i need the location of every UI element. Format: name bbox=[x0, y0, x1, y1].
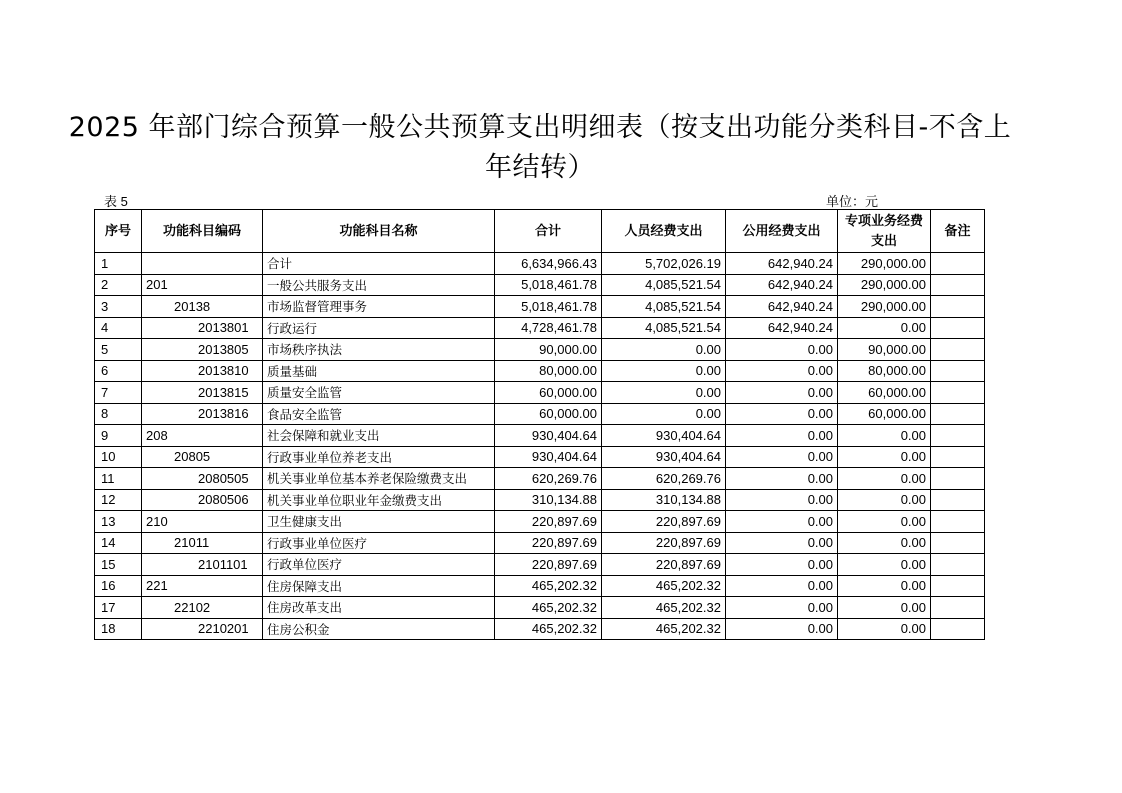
cell-public: 0.00 bbox=[726, 446, 838, 468]
table-row bbox=[95, 446, 985, 468]
cell-personnel: 465,202.32 bbox=[602, 618, 726, 640]
cell-personnel: 620,269.76 bbox=[602, 468, 726, 490]
cell-name: 机关事业单位基本养老保险缴费支出 bbox=[263, 468, 495, 490]
cell-name: 社会保障和就业支出 bbox=[263, 425, 495, 447]
cell-total: 465,202.32 bbox=[495, 575, 602, 597]
cell-special: 0.00 bbox=[838, 532, 931, 554]
cell-code bbox=[142, 253, 263, 275]
cell-personnel: 4,085,521.54 bbox=[602, 317, 726, 339]
cell-name: 行政事业单位医疗 bbox=[263, 532, 495, 554]
cell-code: 20805 bbox=[142, 446, 263, 468]
cell-code: 2013815 bbox=[142, 382, 263, 404]
cell-code: 2013816 bbox=[142, 403, 263, 425]
cell-seq: 2 bbox=[95, 274, 142, 296]
header-special: 专项业务经费支出 bbox=[838, 210, 931, 253]
table-row bbox=[95, 253, 985, 275]
cell-public: 0.00 bbox=[726, 532, 838, 554]
cell-special: 60,000.00 bbox=[838, 382, 931, 404]
table-row bbox=[95, 425, 985, 447]
cell-special: 290,000.00 bbox=[838, 296, 931, 318]
header-total: 合计 bbox=[495, 210, 602, 253]
cell-special: 0.00 bbox=[838, 554, 931, 576]
cell-seq: 7 bbox=[95, 382, 142, 404]
cell-code: 21011 bbox=[142, 532, 263, 554]
cell-remarks bbox=[931, 253, 985, 275]
cell-code: 221 bbox=[142, 575, 263, 597]
cell-seq: 12 bbox=[95, 489, 142, 511]
cell-name: 质量基础 bbox=[263, 360, 495, 382]
cell-name: 市场监督管理事务 bbox=[263, 296, 495, 318]
cell-public: 642,940.24 bbox=[726, 317, 838, 339]
cell-remarks bbox=[931, 532, 985, 554]
cell-public: 0.00 bbox=[726, 468, 838, 490]
cell-public: 0.00 bbox=[726, 360, 838, 382]
cell-public: 642,940.24 bbox=[726, 296, 838, 318]
cell-seq: 10 bbox=[95, 446, 142, 468]
cell-special: 290,000.00 bbox=[838, 253, 931, 275]
cell-name: 住房改革支出 bbox=[263, 597, 495, 619]
cell-total: 620,269.76 bbox=[495, 468, 602, 490]
cell-personnel: 465,202.32 bbox=[602, 597, 726, 619]
cell-code: 2013810 bbox=[142, 360, 263, 382]
cell-total: 80,000.00 bbox=[495, 360, 602, 382]
table-row bbox=[95, 575, 985, 597]
cell-code: 2080505 bbox=[142, 468, 263, 490]
cell-public: 642,940.24 bbox=[726, 253, 838, 275]
cell-seq: 9 bbox=[95, 425, 142, 447]
cell-special: 0.00 bbox=[838, 446, 931, 468]
cell-total: 60,000.00 bbox=[495, 403, 602, 425]
header-seq: 序号 bbox=[95, 210, 142, 253]
cell-total: 465,202.32 bbox=[495, 618, 602, 640]
cell-total: 5,018,461.78 bbox=[495, 296, 602, 318]
cell-seq: 17 bbox=[95, 597, 142, 619]
table-row bbox=[95, 274, 985, 296]
cell-seq: 6 bbox=[95, 360, 142, 382]
cell-name: 行政运行 bbox=[263, 317, 495, 339]
cell-seq: 14 bbox=[95, 532, 142, 554]
cell-personnel: 0.00 bbox=[602, 403, 726, 425]
cell-total: 220,897.69 bbox=[495, 511, 602, 533]
cell-public: 0.00 bbox=[726, 511, 838, 533]
cell-public: 0.00 bbox=[726, 382, 838, 404]
cell-name: 合计 bbox=[263, 253, 495, 275]
cell-remarks bbox=[931, 446, 985, 468]
cell-remarks bbox=[931, 317, 985, 339]
cell-total: 90,000.00 bbox=[495, 339, 602, 361]
cell-special: 0.00 bbox=[838, 489, 931, 511]
cell-special: 0.00 bbox=[838, 511, 931, 533]
cell-special: 290,000.00 bbox=[838, 274, 931, 296]
cell-code: 201 bbox=[142, 274, 263, 296]
table-row bbox=[95, 597, 985, 619]
header-personnel: 人员经费支出 bbox=[602, 210, 726, 253]
cell-name: 一般公共服务支出 bbox=[263, 274, 495, 296]
cell-remarks bbox=[931, 425, 985, 447]
table-row bbox=[95, 339, 985, 361]
cell-total: 5,018,461.78 bbox=[495, 274, 602, 296]
cell-special: 80,000.00 bbox=[838, 360, 931, 382]
cell-special: 0.00 bbox=[838, 575, 931, 597]
header-remarks: 备注 bbox=[931, 210, 985, 253]
cell-public: 0.00 bbox=[726, 339, 838, 361]
cell-total: 930,404.64 bbox=[495, 425, 602, 447]
cell-remarks bbox=[931, 296, 985, 318]
cell-special: 0.00 bbox=[838, 468, 931, 490]
table-row bbox=[95, 296, 985, 318]
cell-personnel: 0.00 bbox=[602, 339, 726, 361]
cell-personnel: 5,702,026.19 bbox=[602, 253, 726, 275]
expenditure-table bbox=[94, 209, 985, 640]
cell-code: 2013805 bbox=[142, 339, 263, 361]
cell-remarks bbox=[931, 339, 985, 361]
cell-remarks bbox=[931, 468, 985, 490]
table-row bbox=[95, 489, 985, 511]
cell-public: 0.00 bbox=[726, 489, 838, 511]
cell-special: 0.00 bbox=[838, 597, 931, 619]
cell-special: 60,000.00 bbox=[838, 403, 931, 425]
cell-remarks bbox=[931, 575, 985, 597]
cell-total: 465,202.32 bbox=[495, 597, 602, 619]
cell-personnel: 4,085,521.54 bbox=[602, 296, 726, 318]
cell-total: 930,404.64 bbox=[495, 446, 602, 468]
cell-seq: 15 bbox=[95, 554, 142, 576]
cell-remarks bbox=[931, 403, 985, 425]
cell-remarks bbox=[931, 274, 985, 296]
cell-remarks bbox=[931, 618, 985, 640]
cell-total: 60,000.00 bbox=[495, 382, 602, 404]
cell-code: 2101101 bbox=[142, 554, 263, 576]
cell-personnel: 930,404.64 bbox=[602, 446, 726, 468]
cell-total: 220,897.69 bbox=[495, 532, 602, 554]
cell-public: 0.00 bbox=[726, 425, 838, 447]
cell-name: 住房公积金 bbox=[263, 618, 495, 640]
cell-personnel: 310,134.88 bbox=[602, 489, 726, 511]
cell-total: 6,634,966.43 bbox=[495, 253, 602, 275]
cell-code: 2080506 bbox=[142, 489, 263, 511]
table-row bbox=[95, 618, 985, 640]
cell-code: 210 bbox=[142, 511, 263, 533]
unit-label: 单位：元 bbox=[826, 194, 879, 209]
cell-total: 4,728,461.78 bbox=[495, 317, 602, 339]
cell-personnel: 0.00 bbox=[602, 382, 726, 404]
table-header-row bbox=[95, 210, 985, 253]
cell-personnel: 220,897.69 bbox=[602, 554, 726, 576]
cell-remarks bbox=[931, 382, 985, 404]
table-row bbox=[95, 468, 985, 490]
table-row bbox=[95, 360, 985, 382]
cell-remarks bbox=[931, 554, 985, 576]
cell-special: 90,000.00 bbox=[838, 339, 931, 361]
cell-personnel: 465,202.32 bbox=[602, 575, 726, 597]
cell-seq: 1 bbox=[95, 253, 142, 275]
cell-code: 22102 bbox=[142, 597, 263, 619]
cell-public: 0.00 bbox=[726, 618, 838, 640]
table-row bbox=[95, 382, 985, 404]
cell-seq: 11 bbox=[95, 468, 142, 490]
header-code: 功能科目编码 bbox=[142, 210, 263, 253]
cell-name: 卫生健康支出 bbox=[263, 511, 495, 533]
table-row bbox=[95, 317, 985, 339]
cell-public: 642,940.24 bbox=[726, 274, 838, 296]
cell-name: 住房保障支出 bbox=[263, 575, 495, 597]
cell-personnel: 0.00 bbox=[602, 360, 726, 382]
cell-name: 市场秩序执法 bbox=[263, 339, 495, 361]
cell-special: 0.00 bbox=[838, 317, 931, 339]
cell-name: 质量安全监管 bbox=[263, 382, 495, 404]
cell-personnel: 220,897.69 bbox=[602, 532, 726, 554]
cell-public: 0.00 bbox=[726, 597, 838, 619]
cell-seq: 18 bbox=[95, 618, 142, 640]
cell-name: 行政事业单位养老支出 bbox=[263, 446, 495, 468]
table-row bbox=[95, 554, 985, 576]
cell-public: 0.00 bbox=[726, 575, 838, 597]
cell-public: 0.00 bbox=[726, 554, 838, 576]
cell-public: 0.00 bbox=[726, 403, 838, 425]
cell-name: 行政单位医疗 bbox=[263, 554, 495, 576]
cell-name: 食品安全监管 bbox=[263, 403, 495, 425]
cell-seq: 4 bbox=[95, 317, 142, 339]
cell-name: 机关事业单位职业年金缴费支出 bbox=[263, 489, 495, 511]
cell-code: 208 bbox=[142, 425, 263, 447]
cell-seq: 13 bbox=[95, 511, 142, 533]
cell-special: 0.00 bbox=[838, 618, 931, 640]
cell-personnel: 220,897.69 bbox=[602, 511, 726, 533]
cell-personnel: 4,085,521.54 bbox=[602, 274, 726, 296]
header-public: 公用经费支出 bbox=[726, 210, 838, 253]
cell-seq: 16 bbox=[95, 575, 142, 597]
table-row bbox=[95, 532, 985, 554]
table-row bbox=[95, 403, 985, 425]
cell-personnel: 930,404.64 bbox=[602, 425, 726, 447]
header-name: 功能科目名称 bbox=[263, 210, 495, 253]
cell-code: 20138 bbox=[142, 296, 263, 318]
cell-total: 220,897.69 bbox=[495, 554, 602, 576]
cell-remarks bbox=[931, 597, 985, 619]
cell-remarks bbox=[931, 360, 985, 382]
page-title: 2025 年部门综合预算一般公共预算支出明细表（按支出功能分类科目-不含上年结转） bbox=[68, 112, 1012, 183]
cell-code: 2210201 bbox=[142, 618, 263, 640]
cell-code: 2013801 bbox=[142, 317, 263, 339]
cell-total: 310,134.88 bbox=[495, 489, 602, 511]
cell-seq: 8 bbox=[95, 403, 142, 425]
cell-remarks bbox=[931, 511, 985, 533]
table-label: 表 5 bbox=[104, 194, 128, 209]
cell-seq: 3 bbox=[95, 296, 142, 318]
table-row bbox=[95, 511, 985, 533]
cell-special: 0.00 bbox=[838, 425, 931, 447]
cell-seq: 5 bbox=[95, 339, 142, 361]
cell-remarks bbox=[931, 489, 985, 511]
